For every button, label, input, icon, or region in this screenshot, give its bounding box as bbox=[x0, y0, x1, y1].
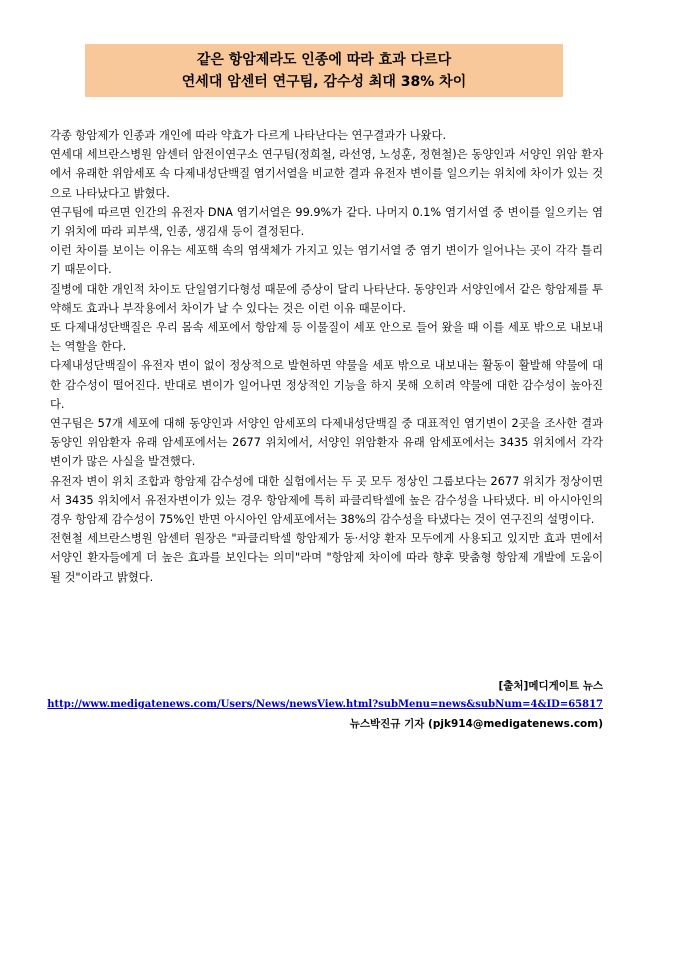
paragraph: 연세대 세브란스병원 암센터 암전이연구소 연구팀(정희철, 라선영, 노성훈, 정현철)은 동양인과 서양인 위암 환자에서 유래한 위암세포 속 다제내성단백질 염기서열을 비교한 결과 유전자 변이를 일으키는 위치에 차이가 있는 것으로 나타났다고 밝혔다. bbox=[50, 148, 603, 200]
paragraph: 또 다제내성단백질은 우리 몸속 세포에서 항암제 등 이물질이 세포 안으로 들어 왔을 때 이를 세포 밖으로 내보내는 역할을 한다. bbox=[50, 321, 603, 354]
headline-box bbox=[85, 44, 563, 97]
article-body bbox=[50, 126, 603, 587]
paragraph: 연구팀에 따르면 인간의 유전자 DNA 염기서열은 99.9%가 같다. 나머지 0.1% 염기서열 중 변이를 일으키는 염기 위치에 따라 피부색, 인종, 생김새 등이 결정된다. bbox=[50, 205, 603, 239]
source-link[interactable]: http://www.medigatenews.com/Users/News/newsView.html?subMenu=news&subNum=4&ID=65817 bbox=[47, 699, 603, 710]
paragraph: 각종 항암제가 인종과 개인에 따라 약효가 다르게 나타난다는 연구결과가 나왔다. bbox=[50, 129, 447, 142]
paragraph: 연구팀은 57개 세포에 대해 동양인과 서양인 암세포의 다제내성단백질 중 대표적인 염기변이 2곳을 조사한 결과 동양인 위암환자 유래 암세포에서는 2677 위치에서, 서양인 위암환자 유래 암세포에서는 3435 위치에서 각각 변이가 많은 사실을 발견했다. bbox=[50, 417, 603, 469]
paragraph: 유전자 변이 위치 조합과 항암제 감수성에 대한 실험에서는 두 곳 모두 정상인 그룹보다는 2677 위치가 정상이면서 3435 위치에서 유전자변이가 있는 경우 항암제에 특히 파클리탁셀에 높은 감수성을 나타냈다. 비 아시아인의 경우 항암제 감수성이 75%인 반면 아시아인 암세포에서는 38%의 감수성을 타냈다는 것이 연구진의 설명이다. bbox=[50, 474, 603, 527]
paragraph: 질병에 대한 개인적 차이도 단일염기다형성 때문에 증상이 달리 나타난다. 동양인과 서양인에서 같은 항암제를 투약해도 효과나 부작용에서 차이가 날 수 있다는 것은 이런 이유 때문이다. bbox=[50, 282, 603, 315]
source-label: [출처]메디게이트 뉴스 bbox=[498, 680, 603, 692]
paragraph: 전현철 세브란스병원 암센터 원장은 "파클리탁셀 항암제가 동·서양 환자 모두에게 사용되고 있지만 효과 면에서 서양인 환자들에게 더 높은 효과를 보인다는 의미"라며 "항암제 차이에 따라 향후 맞춤형 항암제 개발에 도움이 될 것"이라고 밝혔다. bbox=[50, 532, 603, 584]
subheadline: 연세대 암센터 연구팀, 감수성 최대 38% 차이 bbox=[181, 74, 467, 90]
reporter-byline: 뉴스박진규 기자 (pjk914@medigatenews.com) bbox=[349, 718, 603, 730]
paragraph: 이런 차이를 보이는 이유는 세포핵 속의 염색체가 가지고 있는 염기서열 중 염기 변이가 일어나는 곳이 각각 틀리기 때문이다. bbox=[50, 244, 603, 277]
paragraph: 다제내성단백질이 유전자 변이 없이 정상적으로 발현하면 약물을 세포 밖으로 내보내는 활동이 활발해 약물에 대한 감수성이 떨어진다. 반대로 변이가 일어나면 정상적인 기능을 하지 못해 오히려 약물에 대한 감수성이 높아진다. bbox=[50, 359, 603, 411]
headline: 같은 항암제라도 인종에 따라 효과 다르다 bbox=[196, 52, 452, 68]
